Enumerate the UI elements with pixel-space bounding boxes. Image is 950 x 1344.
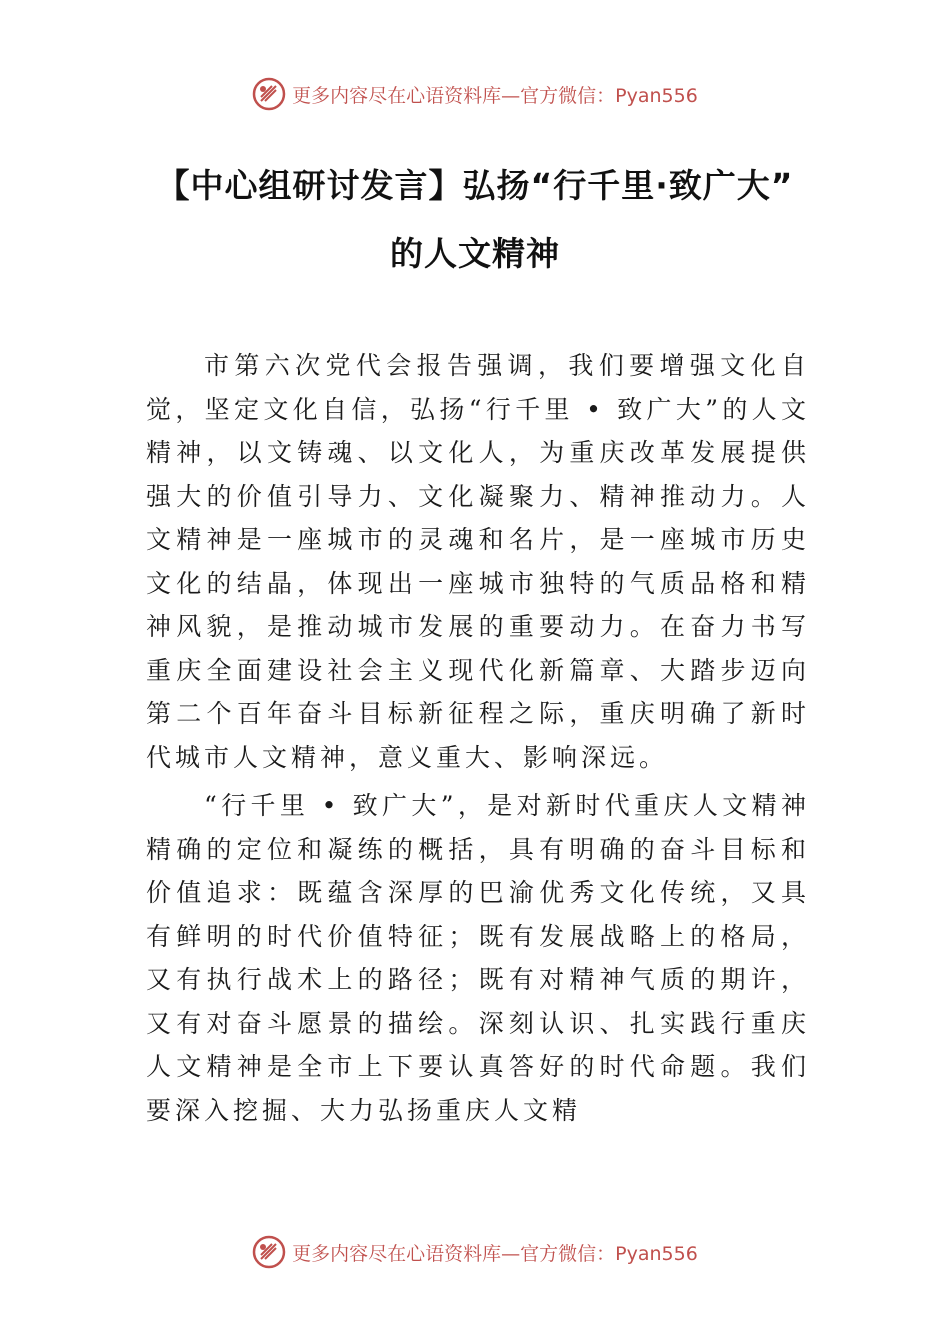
page-title-line2: 的人文精神 (390, 234, 560, 273)
page-title-line1: 【中心组研讨发言】弘扬“行千里·致广大” (156, 166, 794, 205)
banner-wechat: 官方微信：Pyan556 (520, 1242, 698, 1265)
banner-text: 更多内容尽在心语资料库— (292, 1242, 521, 1265)
banner-wechat: 官方微信：Pyan556 (520, 84, 698, 107)
header-banner (0, 74, 950, 114)
brand-logo-icon (252, 1235, 286, 1269)
paragraph-2: “行千里 • 致广大”，是对新时代重庆人文精神精确的定位和凝练的概括，具有明确的奋斗目标和价值追求：既蕴含深厚的巴渝优秀文化传统，又具有鲜明的时代价值特征；既有发展战略上的格局，又有执行战术上的路径；既有对精神气质的期许，又有对奋斗愿景的描绘。深刻认识、扎实践行重庆人文精神是全市上下要认真答好的时代命题。我们要深入挖掘、大力弘扬重庆人文精 (146, 791, 810, 1125)
footer-banner (0, 1232, 950, 1272)
paragraph-1: 市第六次党代会报告强调，我们要增强文化自觉，坚定文化自信，弘扬“行千里 • 致广大”的人文精神，以文铸魂、以文化人，为重庆改革发展提供强大的价值引导力、文化凝聚力、精神推动力。人文精神是一座城市的灵魂和名片，是一座城市历史文化的结晶，体现出一座城市独特的气质品格和精神风貌，是推动城市发展的重要动力。在奋力书写重庆全面建设社会主义现代化新篇章、大踏步迈向第二个百年奋斗目标新征程之际，重庆明确了新时代城市人文精神，意义重大、影响深远。 (146, 351, 810, 772)
banner-text: 更多内容尽在心语资料库— (292, 84, 521, 107)
brand-logo-icon (252, 77, 286, 111)
